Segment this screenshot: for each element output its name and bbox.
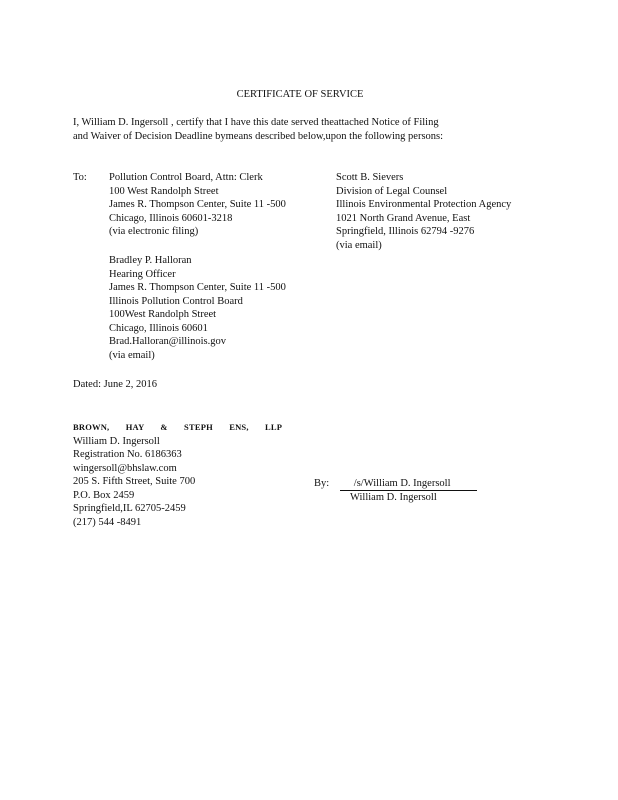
firm-po-box: P.O. Box 2459 [73, 489, 135, 501]
address-line: Hearing Officer [109, 268, 176, 280]
address-line: (via electronic filing) [109, 226, 199, 237]
registration-number: Registration No. 6186363 [73, 449, 182, 460]
address-line: 1021 North Grand Avenue, East [336, 212, 471, 224]
address-line: 100 West Randolph Street [109, 185, 219, 197]
address-line: Illinois Pollution Control Board [109, 295, 243, 307]
address-line: 100West Randolph Street [109, 309, 217, 320]
address-line: Scott B. Sievers [336, 172, 404, 183]
address-line: Pollution Control Board, Attn: Clerk [109, 172, 263, 183]
intro-line-2: and Waiver of Decision Deadline bymeans described below,upon the following persons: [73, 130, 444, 142]
recipient-epa [336, 171, 511, 252]
signer-name: William D. Ingersoll [350, 492, 437, 503]
address-line: Illinois Environmental Protection Agency [336, 199, 512, 210]
address-line: Chicago, Illinois 60601-3218 [109, 212, 233, 224]
address-line: (via email) [336, 239, 382, 251]
firm-city: Springfield,IL 62705-2459 [73, 503, 186, 514]
certification-statement [73, 116, 503, 143]
by-label: By: [314, 478, 330, 489]
signature-line: /s/William D. Ingersoll [340, 478, 477, 491]
recipient-hearing-officer [109, 254, 286, 362]
firm-address: 205 S. Fifth Street, Suite 700 [73, 476, 196, 487]
to-label: To: [73, 172, 87, 183]
address-line: Division of Legal Counsel [336, 185, 448, 197]
firm-phone: (217) 544 -8491 [73, 516, 142, 528]
address-line: James R. Thompson Center, Suite 11 -500 [109, 199, 286, 210]
recipient-clerk [109, 171, 286, 239]
dated-line: Dated: June 2, 2016 [73, 379, 157, 390]
firm-name: BROWN, HAY & STEPH ENS, LLP [73, 422, 283, 432]
address-line: Bradley P. Halloran [109, 255, 192, 266]
firm-block [73, 421, 282, 529]
address-line: (via email) [109, 349, 155, 361]
address-line: Springfield, Illinois 62794 -9276 [336, 226, 475, 237]
signature-block [314, 477, 477, 491]
address-line: Chicago, Illinois 60601 [109, 322, 208, 334]
email-address: Brad.Halloran@illinois.gov [109, 336, 226, 347]
address-line: James R. Thompson Center, Suite 11 -500 [109, 282, 286, 293]
attorney-name: William D. Ingersoll [73, 435, 160, 447]
firm-email: wingersoll@bhslaw.com [73, 462, 177, 474]
document-title: CERTIFICATE OF SERVICE [236, 89, 364, 100]
intro-line-1: I, William D. Ingersoll , certify that I have this date served theattached Notice of Filing [73, 117, 439, 128]
